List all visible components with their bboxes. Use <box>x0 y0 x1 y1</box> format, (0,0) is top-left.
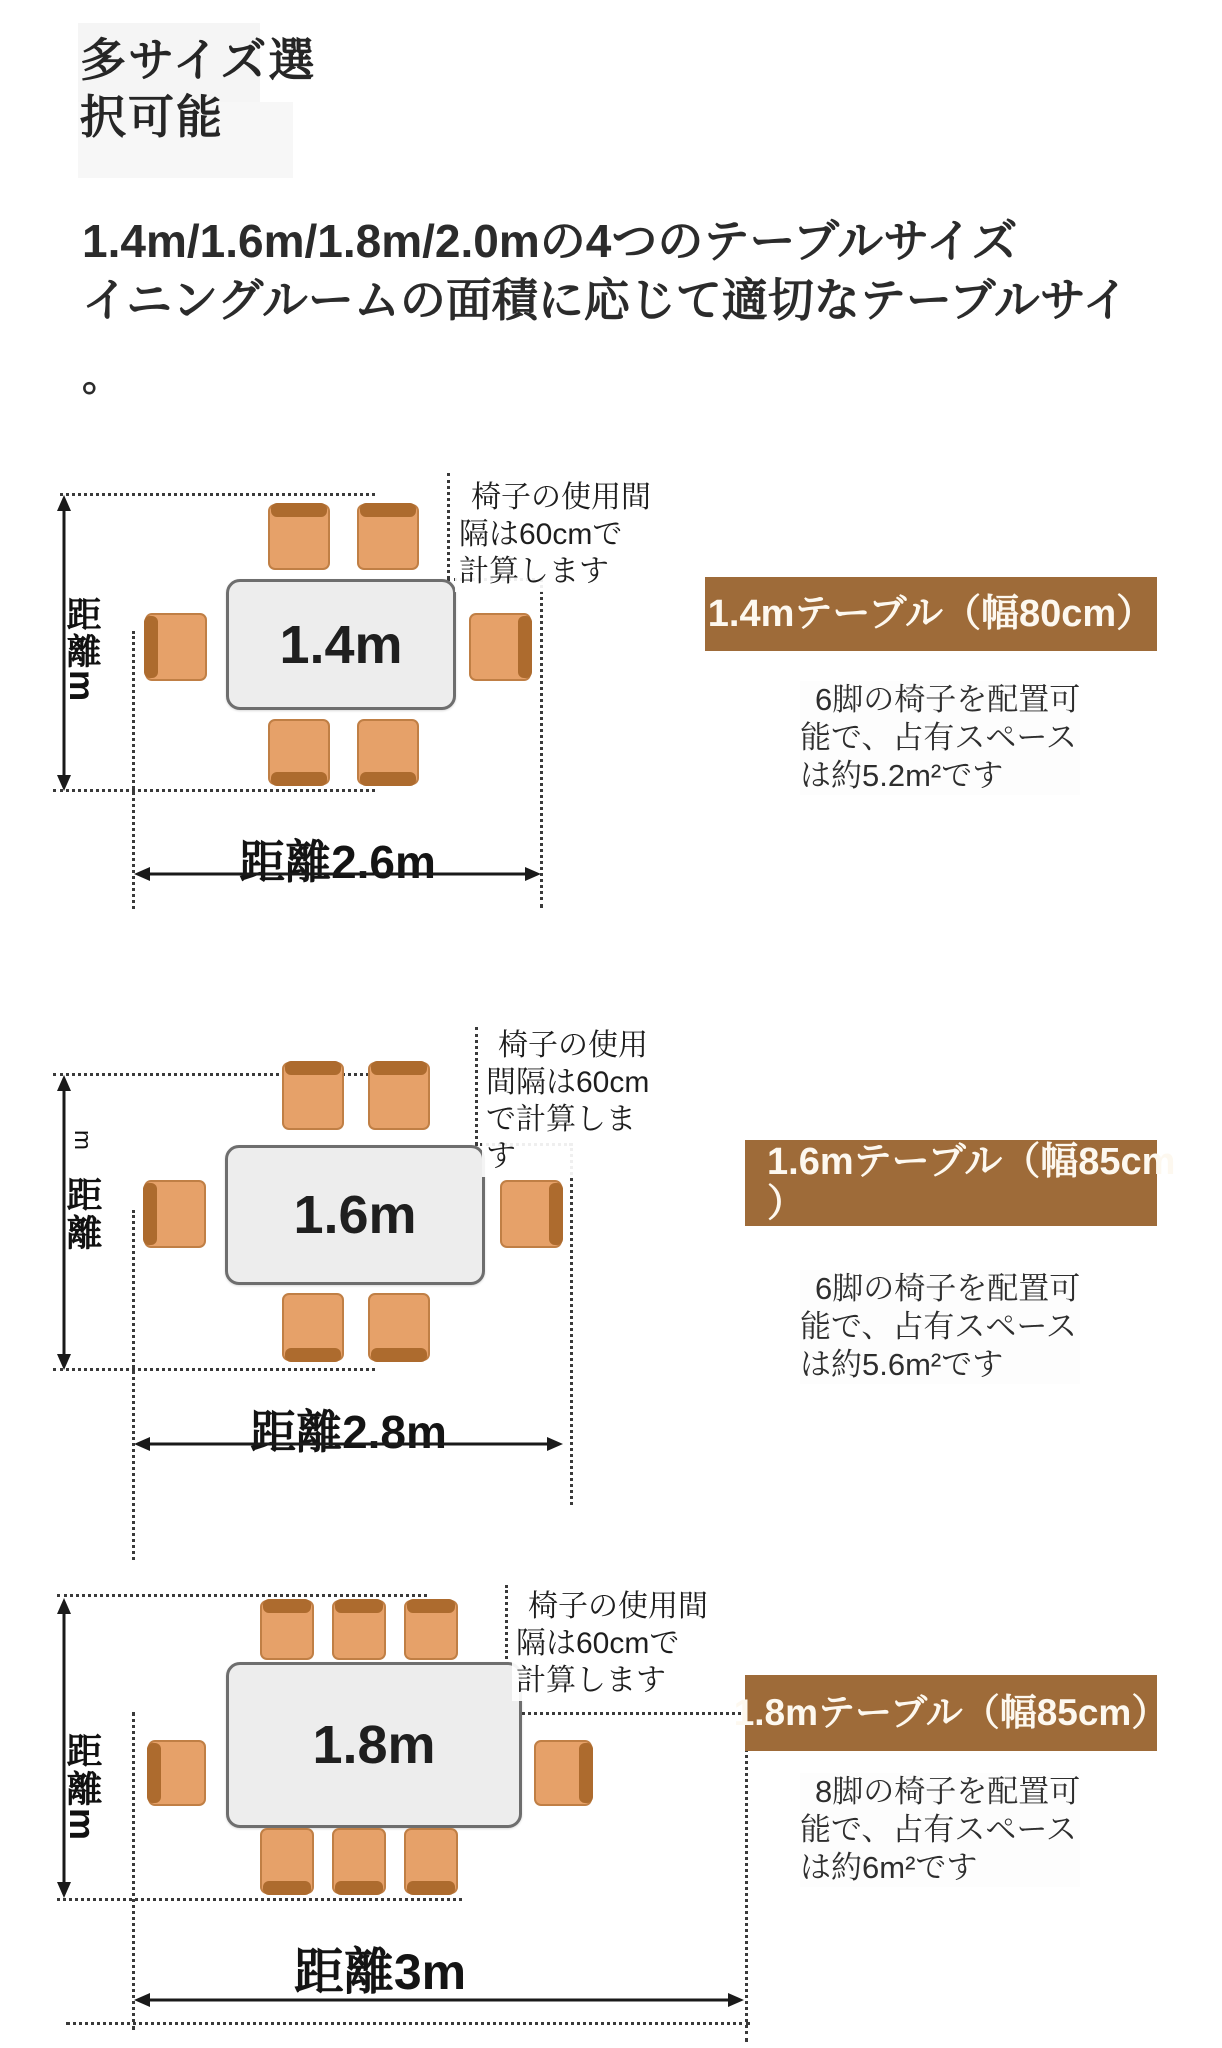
chair-icon <box>332 1600 386 1660</box>
chair-icon <box>145 613 207 681</box>
desc-line: は約5.6m²です <box>800 1347 1004 1382</box>
intro-line: 1.4m/1.6m/1.8m/2.0mの4つのテーブルサイズ <box>82 215 1018 267</box>
size-banner <box>745 1140 1176 1226</box>
chair-icon <box>368 1062 430 1130</box>
height-label-text: 距離 <box>62 596 101 670</box>
note-line: 椅子の使用間 <box>471 481 651 514</box>
page-title-line: 多サイズ選 <box>80 34 317 86</box>
dotted-boundary-top <box>60 493 375 496</box>
dotted-boundary-note <box>447 473 450 579</box>
dotted-boundary-note <box>475 1027 478 1145</box>
dotted-boundary-bottom <box>57 1898 462 1901</box>
horizontal-arrow-icon <box>134 866 541 882</box>
chair-icon <box>368 1293 430 1361</box>
note-line: 計算します <box>516 1664 666 1697</box>
desc-line: 能で、占有スペース <box>800 1309 1077 1344</box>
note-line: 間隔は60cm <box>486 1066 650 1099</box>
size-banner <box>705 577 1157 651</box>
capacity-description <box>800 1773 1080 1887</box>
desc-line: は約6m²です <box>800 1850 978 1885</box>
dotted-boundary-right <box>745 1712 748 2042</box>
table-size-label: 1.8m <box>312 1715 436 1775</box>
chair-icon <box>357 719 419 785</box>
horizontal-arrow-icon <box>134 1436 563 1452</box>
size-banner <box>733 1675 1169 1751</box>
chair-spacing-note <box>482 1025 653 1177</box>
page-title-line: 択可能 <box>80 91 224 143</box>
width-dimension-label: 距離3m <box>293 1944 467 2000</box>
height-label-text: 距離 <box>62 1176 103 1252</box>
intro-text <box>82 212 1222 407</box>
dotted-boundary-left <box>132 1210 135 1560</box>
chair-icon <box>268 719 330 785</box>
dotted-boundary-floor <box>66 2022 750 2025</box>
banner-line: 1.4mテーブル（幅80cm） <box>707 593 1155 635</box>
height-label-unit: m <box>69 1130 96 1150</box>
chair-icon <box>268 504 330 570</box>
chair-icon <box>357 504 419 570</box>
dotted-boundary-top <box>57 1594 427 1597</box>
dotted-boundary-corner <box>505 1712 747 1715</box>
dining-table <box>226 1662 522 1828</box>
note-line: す <box>486 1140 516 1173</box>
height-label-text: 距離 <box>62 1732 103 1808</box>
chair-icon <box>282 1062 344 1130</box>
chair-icon <box>260 1828 314 1894</box>
desc-line: 8脚の椅子を配置可 <box>815 1774 1081 1809</box>
note-line: 隔は60cmで <box>459 518 623 551</box>
banner-line: 1.6mテーブル（幅85cm <box>767 1141 1176 1183</box>
width-dimension-label: 距離2.6m <box>239 836 436 888</box>
dotted-boundary-bottom <box>53 789 375 792</box>
page-title <box>80 32 316 146</box>
note-line: で計算しま <box>486 1103 636 1136</box>
chair-icon <box>500 1180 562 1248</box>
height-label-unit: m <box>62 1808 103 1843</box>
chair-icon <box>404 1828 458 1894</box>
chair-icon <box>534 1740 592 1806</box>
note-line: 椅子の使用 <box>498 1029 648 1062</box>
intro-line: イニングルームの面積に応じて適切なテーブルサイ <box>82 274 1129 326</box>
chair-icon <box>282 1293 344 1361</box>
note-line: 隔は60cmで <box>516 1627 680 1660</box>
desc-line: 能で、占有スペース <box>800 720 1077 755</box>
intro-line: 。 <box>82 355 122 399</box>
dotted-boundary-right <box>570 1143 573 1505</box>
height-dimension-label <box>62 1732 103 1843</box>
chair-icon <box>332 1828 386 1894</box>
height-dimension-label <box>62 1130 103 1252</box>
dining-table <box>226 579 456 710</box>
banner-line: ） <box>767 1183 806 1225</box>
height-label-unit: m <box>62 670 101 704</box>
chair-icon <box>148 1740 206 1806</box>
table-size-label: 1.4m <box>279 614 403 675</box>
desc-line: 能で、占有スペース <box>800 1812 1077 1847</box>
width-dimension-label: 距離2.8m <box>250 1406 447 1458</box>
height-dimension-label <box>64 596 99 703</box>
capacity-description <box>800 1270 1080 1384</box>
horizontal-arrow-icon <box>134 1992 744 2008</box>
chair-icon <box>469 613 531 681</box>
desc-line: 6脚の椅子を配置可 <box>815 682 1081 717</box>
chair-icon <box>260 1600 314 1660</box>
desc-line: 6脚の椅子を配置可 <box>815 1271 1081 1306</box>
capacity-description <box>800 681 1080 795</box>
chair-icon <box>144 1180 206 1248</box>
chair-icon <box>404 1600 458 1660</box>
dining-table <box>225 1145 485 1285</box>
banner-line: 1.8mテーブル（幅85cm） <box>733 1692 1169 1733</box>
dotted-boundary-bottom <box>53 1368 375 1371</box>
note-line: 計算します <box>459 555 609 588</box>
desc-line: は約5.2m²です <box>800 758 1004 793</box>
note-line: 椅子の使用間 <box>528 1590 708 1623</box>
chair-spacing-note <box>455 477 655 592</box>
chair-spacing-note <box>512 1586 712 1701</box>
table-size-label: 1.6m <box>293 1185 417 1245</box>
